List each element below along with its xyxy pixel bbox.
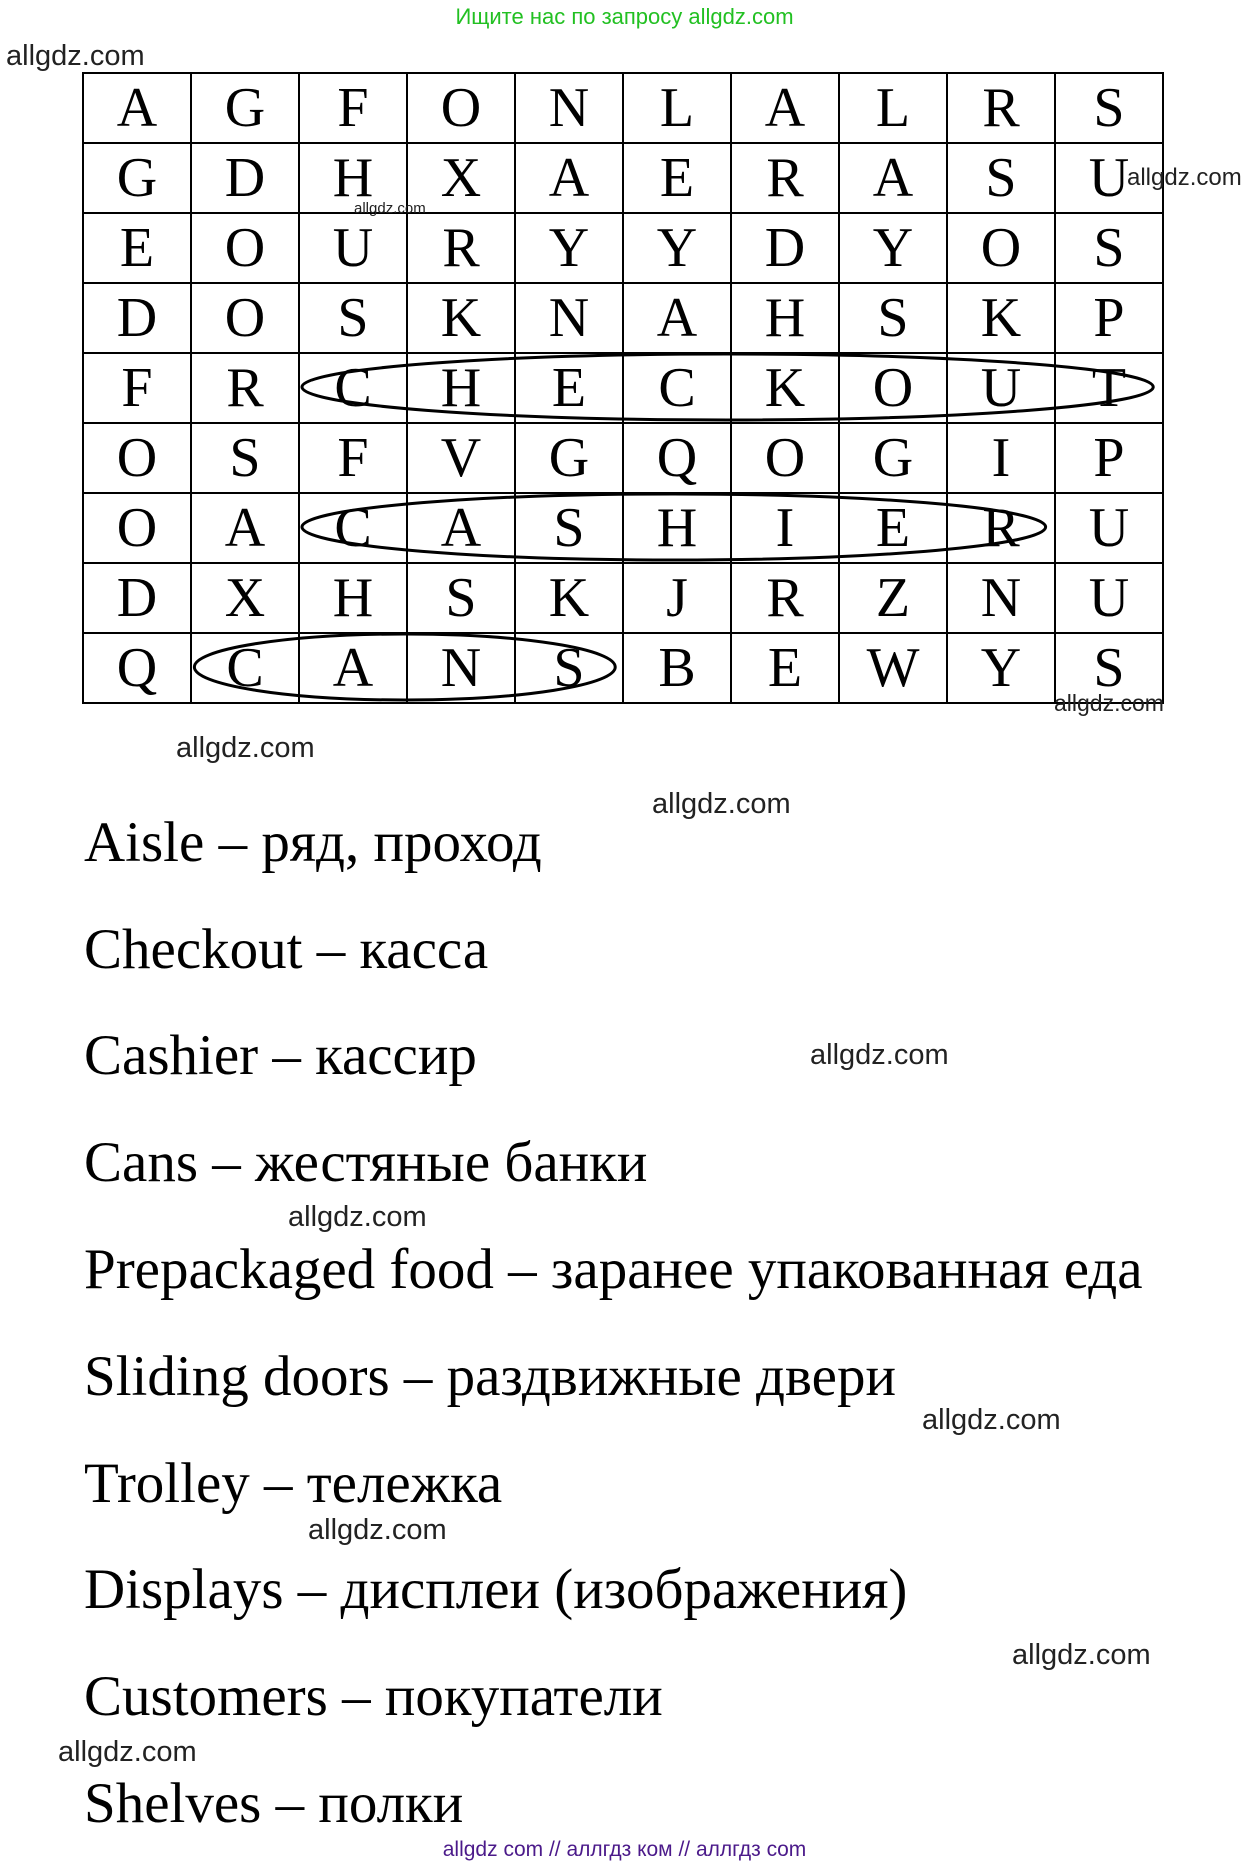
grid-cell: X [407, 143, 515, 213]
grid-cell: O [83, 423, 191, 493]
watermark: allgdz.com [58, 1736, 197, 1768]
grid-cell: P [1055, 423, 1163, 493]
vocab-item: Cashier – кассир [84, 1024, 477, 1087]
grid-cell: E [839, 493, 947, 563]
grid-cell: C [299, 493, 407, 563]
grid-row [83, 283, 1163, 353]
grid-row [83, 73, 1163, 143]
watermark: allgdz.com [176, 732, 315, 764]
grid-cell: N [407, 633, 515, 703]
watermark: allgdz.com [652, 788, 791, 820]
grid-row [83, 493, 1163, 563]
grid-cell: I [731, 493, 839, 563]
grid-cell: O [83, 493, 191, 563]
grid-cell: A [299, 633, 407, 703]
grid-cell: D [83, 563, 191, 633]
grid-cell: O [731, 423, 839, 493]
grid-cell: U [1055, 143, 1163, 213]
grid-cell: S [515, 493, 623, 563]
grid-cell: L [839, 73, 947, 143]
watermark: allgdz.com [1127, 164, 1242, 191]
grid-cell: S [1055, 73, 1163, 143]
grid-cell: R [731, 143, 839, 213]
vocab-item: Displays – дисплеи (изображения) [84, 1558, 908, 1621]
grid-cell: F [299, 73, 407, 143]
grid-cell: U [1055, 493, 1163, 563]
grid-cell: Y [839, 213, 947, 283]
grid-cell: K [407, 283, 515, 353]
grid-cell: F [299, 423, 407, 493]
watermark: allgdz.com [308, 1514, 447, 1546]
grid-cell: A [839, 143, 947, 213]
grid-cell: S [839, 283, 947, 353]
vocab-item: Sliding doors – раздвижные двери [84, 1345, 896, 1408]
grid-cell: P [1055, 283, 1163, 353]
grid-cell: V [407, 423, 515, 493]
grid-cell: R [731, 563, 839, 633]
footer-banner[interactable]: allgdz com // аллгдз ком // аллгдз com [442, 1838, 807, 1861]
grid-row [83, 353, 1163, 423]
vocab-item: Customers – покупатели [84, 1665, 663, 1728]
grid-cell: G [191, 73, 299, 143]
grid-cell: I [947, 423, 1055, 493]
grid-cell: N [947, 563, 1055, 633]
grid-cell: D [83, 283, 191, 353]
grid-cell: R [191, 353, 299, 423]
grid-cell: E [83, 213, 191, 283]
grid-cell: G [515, 423, 623, 493]
grid-cell: Y [515, 213, 623, 283]
grid-cell: U [1055, 563, 1163, 633]
watermark: allgdz.com [6, 40, 145, 72]
watermark: allgdz.com [922, 1404, 1061, 1436]
vocab-item: Cans – жестяные банки [84, 1131, 648, 1194]
grid-cell: R [947, 493, 1055, 563]
watermark: allgdz.com [354, 200, 426, 217]
grid-cell: J [623, 563, 731, 633]
grid-cell: A [83, 73, 191, 143]
grid-cell: Y [947, 633, 1055, 703]
vocab-item: Checkout – касса [84, 918, 489, 981]
grid-cell: Y [623, 213, 731, 283]
grid-cell: N [515, 283, 623, 353]
grid-cell: S [947, 143, 1055, 213]
grid-cell: C [623, 353, 731, 423]
vocab-item: Trolley – тележка [84, 1452, 503, 1515]
vocab-item: Shelves – полки [84, 1772, 464, 1835]
grid-cell: K [515, 563, 623, 633]
grid-cell: W [839, 633, 947, 703]
grid-cell: O [839, 353, 947, 423]
grid-cell: R [407, 213, 515, 283]
grid-cell: N [515, 73, 623, 143]
grid-cell: E [731, 633, 839, 703]
grid-cell: G [83, 143, 191, 213]
grid-cell: S [515, 633, 623, 703]
grid-cell: A [407, 493, 515, 563]
grid-cell: A [191, 493, 299, 563]
grid-cell: O [191, 213, 299, 283]
grid-cell: H [299, 143, 407, 213]
grid-cell: A [515, 143, 623, 213]
grid-cell: E [515, 353, 623, 423]
grid-row [83, 423, 1163, 493]
grid-cell: A [623, 283, 731, 353]
grid-row [83, 633, 1163, 703]
grid-cell: Q [83, 633, 191, 703]
grid-cell: B [623, 633, 731, 703]
grid-cell: H [407, 353, 515, 423]
watermark: allgdz.com [810, 1039, 949, 1071]
grid-cell: S [407, 563, 515, 633]
grid-cell: F [83, 353, 191, 423]
grid-cell: Q [623, 423, 731, 493]
grid-cell: O [407, 73, 515, 143]
vocab-item: Aisle – ряд, проход [84, 811, 542, 874]
grid-cell: O [947, 213, 1055, 283]
grid-cell: C [299, 353, 407, 423]
grid-cell: S [299, 283, 407, 353]
grid-cell: U [947, 353, 1055, 423]
grid-cell: S [191, 423, 299, 493]
grid-row [83, 563, 1163, 633]
grid-row [83, 143, 1163, 213]
grid-cell: H [731, 283, 839, 353]
vocab-item: Prepackaged food – заранее упакованная еда [84, 1238, 1143, 1301]
grid-cell: E [623, 143, 731, 213]
grid-cell: L [623, 73, 731, 143]
grid-cell: C [191, 633, 299, 703]
grid-cell: O [191, 283, 299, 353]
header-banner[interactable]: Ищите нас по запросу allgdz.com [455, 4, 794, 29]
grid-cell: X [191, 563, 299, 633]
word-search-grid [82, 72, 1164, 704]
grid-cell: Z [839, 563, 947, 633]
watermark: allgdz.com [1054, 690, 1164, 716]
grid-cell: R [947, 73, 1055, 143]
grid-cell: G [839, 423, 947, 493]
grid-cell: K [731, 353, 839, 423]
grid-cell: S [1055, 213, 1163, 283]
grid-cell: S [1055, 633, 1163, 703]
grid-cell: H [299, 563, 407, 633]
watermark: allgdz.com [288, 1201, 427, 1233]
grid-cell: T [1055, 353, 1163, 423]
grid-cell: D [731, 213, 839, 283]
grid-cell: K [947, 283, 1055, 353]
grid-cell: U [299, 213, 407, 283]
grid-cell: H [623, 493, 731, 563]
grid-cell: D [191, 143, 299, 213]
grid-row [83, 213, 1163, 283]
watermark: allgdz.com [1012, 1639, 1151, 1671]
grid-cell: A [731, 73, 839, 143]
